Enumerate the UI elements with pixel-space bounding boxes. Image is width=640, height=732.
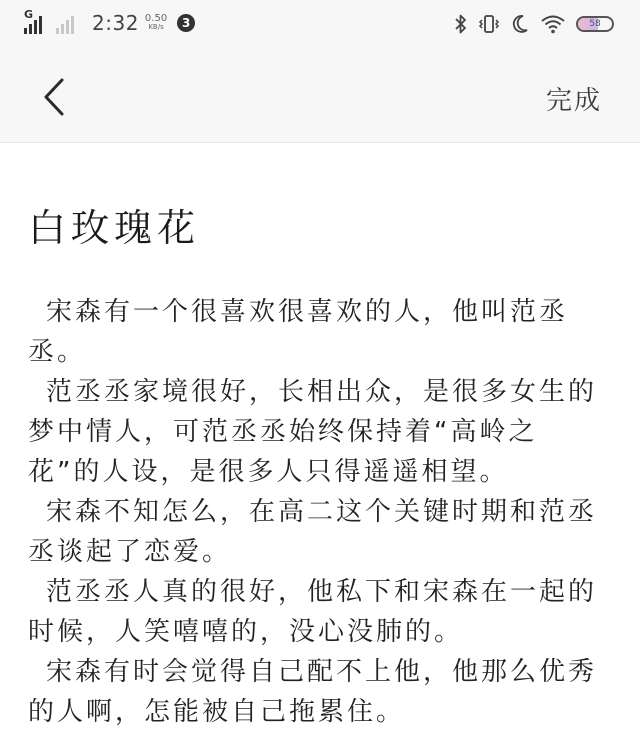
notification-count-badge: 3	[177, 14, 195, 32]
network-speed-unit: KB/s	[148, 23, 164, 31]
back-button[interactable]	[34, 76, 74, 118]
status-bar-left	[24, 10, 195, 36]
status-bar	[0, 0, 640, 52]
navigation-bar	[0, 52, 640, 143]
paragraph: 宋森有时会觉得自己配不上他，他那么优秀的人啊，怎能被自己拖累住。	[28, 657, 598, 727]
wifi-icon	[540, 13, 566, 35]
battery-icon	[576, 16, 614, 32]
paragraph: 宋森有一个很喜欢很喜欢的人，他叫范丞丞。	[28, 297, 569, 367]
signal-strength-icon	[24, 8, 50, 34]
network-speed-value: 0.50	[144, 13, 168, 24]
chevron-left-icon	[34, 76, 74, 118]
network-type-label: G	[24, 8, 34, 21]
clock: 2:32	[92, 11, 139, 35]
moon-icon	[510, 13, 530, 35]
paragraph: 范丞丞家境很好，长相出众，是很多女生的梦中情人，可范丞丞始终保持着“高岭之花”的人设，是很多人只得遥遥相望。	[28, 377, 598, 487]
secondary-signal-icon	[56, 12, 78, 34]
vibrate-icon	[478, 13, 500, 35]
paragraph: 宋森不知怎么，在高二这个关键时期和范丞丞谈起了恋爱。	[28, 497, 598, 567]
bluetooth-icon	[454, 13, 468, 35]
article-body	[28, 292, 608, 732]
article-title: 白玫瑰花	[28, 206, 201, 251]
status-bar-right	[454, 12, 614, 36]
paragraph: 范丞丞人真的很好，他私下和宋森在一起的时候，人笑嘻嘻的，没心没肺的。	[28, 577, 598, 647]
network-speed	[145, 14, 167, 32]
done-button[interactable]: 完成	[545, 86, 602, 116]
battery-percent: 58	[589, 19, 601, 29]
